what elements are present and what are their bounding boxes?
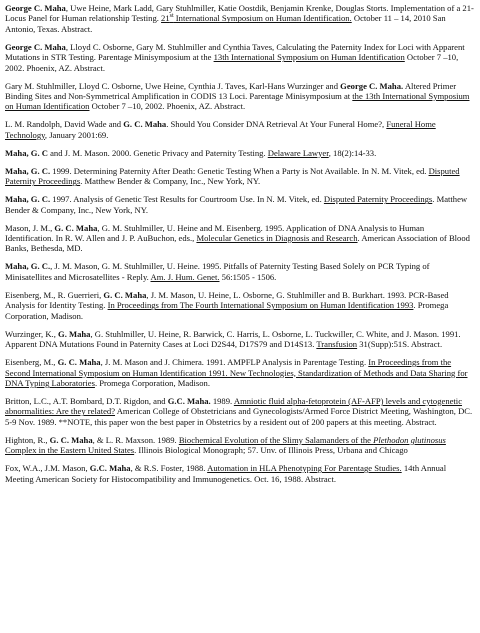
citation-text: , J. M. Mason, G. M. Stuhlmiller, U. Heine. 1995. Pitfalls of Paternity Testing Based Solely on PCR Typing of Minisatellites and Microsatellites - Reply.: [5, 261, 430, 282]
citation-text: Altered Primer Binding Sites and Non-Symmetrical Amplification in CODIS 13 Loci. Parentage Minisymposium at: [5, 80, 457, 102]
citation-text: Eisenberg, M., R. Guerrieri,: [5, 289, 104, 300]
citation-text: Britton, L.C., A.T. Bombard, D.T. Rigdon, and: [5, 395, 168, 406]
citation-text: 56:1505 - 1506.: [219, 271, 277, 282]
citation-entry: [5, 148, 474, 158]
author-name: G.C. Maha: [89, 463, 131, 474]
citation-entry: [5, 329, 474, 350]
citation-entry: [5, 119, 474, 140]
citation-text: , J. M. Mason, U. Heine, L. Osborne, G. Stuhlmiller and B. Burkhart. 1993. PCR-Based Analysis for Identity Testing.: [5, 289, 449, 311]
citation-text: , G. Stuhlmiller, U. Heine, R. Barwick, C. Harris, L. Osborne, L. Tuckwiller, C. White, and J. Mason. 1991. Apparent DNA Mutations Found in Paternity Cases at Loci D2S44, D17S79 and D14S13.: [5, 328, 461, 350]
citation-text: , J. M. Mason and J. Chimera. 1991. AMPFLP Analysis in Parentage Testing.: [100, 357, 369, 368]
citation-text: . Matthew Bender & Company, Inc., New York, NY.: [5, 194, 468, 215]
publication-title: Delaware Lawyer: [267, 147, 329, 158]
author-name: Maha, G. C.: [5, 194, 51, 205]
author-name: Maha, G. C.: [5, 261, 51, 272]
citation-text: , January 2001:69.: [44, 129, 109, 140]
citation-text: , & L. R. Maxson. 1989.: [92, 434, 179, 445]
publication-title: st: [169, 13, 174, 20]
citation-text: Eisenberg, M.,: [5, 357, 58, 368]
citation-entry: [5, 81, 474, 112]
author-name: G. C. Maha: [103, 289, 147, 300]
author-name: G. Maha: [58, 328, 91, 339]
citation-entry: [5, 3, 474, 34]
citation-text: American College of Obstetricians and Gynecologists/Armed Force District Meeting, Washington, DC. 5-9 Nov. 1989. **NOTE, this paper won the best paper in Obstetrics by a resident out of 200 papers at this meeting. Abstract.: [5, 406, 473, 427]
citation-text: October 7 –10, 2002. Phoenix, AZ. Abstract.: [89, 101, 246, 112]
citation-text: 1999. Determining Paternity After Death: Genetic Testing When a Party is Not Available. In N. M. Vitek, ed.: [50, 165, 429, 176]
author-name: Maha, G. C.: [5, 165, 51, 176]
citation-entry: [5, 194, 474, 215]
citation-text: , & R.S. Foster, 1988.: [130, 463, 208, 474]
citation-text: 14th Annual Meeting American Society for Histocompatibility and Immunogenetics. Oct. 16, 1988. Abstract.: [5, 463, 447, 484]
author-name: G. C. Maha: [57, 357, 101, 368]
citation-text: October 7 –10, 2002. Phoenix, AZ. Abstract.: [5, 52, 459, 73]
citation-entry: [5, 42, 474, 73]
citation-text: , 18(2):14-33.: [328, 147, 377, 158]
author-name: George C. Maha.: [340, 80, 404, 91]
citation-text: , Uwe Heine, Mark Ladd, Gary Stuhlmiller, Katie Oostdik, Benjamin Krenke, Douglas Storts. Implementation of a 21-Locus Panel for Human relationship Testing.: [5, 3, 474, 24]
publication-title: International Symposium on Human Identification.: [173, 13, 352, 24]
citation-text: . Illinois Biological Monograph; 57. Unv. of Illinois Press, Urbana and Chicago: [134, 445, 408, 456]
citation-text: L. M. Randolph, David Wade and: [5, 119, 124, 130]
author-name: G. C. Maha: [54, 222, 98, 233]
publication-title: Funeral Home Technology: [5, 119, 436, 140]
citation-entry: [5, 166, 474, 187]
publication-title: Disputed Paternity Proceedings: [5, 165, 460, 187]
publication-list: [5, 3, 474, 484]
citation-text: . Promega Corporation, Madison.: [5, 300, 449, 321]
citation-text: October 11 – 14, 2010 San Antonio, Texas. Abstract.: [5, 13, 446, 34]
citation-text: . Should You Consider DNA Retrieval At Your Funeral Home?,: [166, 119, 387, 130]
publication-title: In Proceedings from the Second International Symposium on Human Identification 1991. New Technologies, Standardization of Methods and Data Sharing for DNA Typing Laboratories: [5, 357, 468, 388]
citation-entry: [5, 396, 474, 427]
citation-text: 31(Supp):51S. Abstract.: [357, 339, 443, 350]
publication-title: Molecular Genetics in Diagnosis and Research: [196, 233, 358, 244]
citation-entry: [5, 290, 474, 321]
citation-text: and J. M. Mason. 2000. Genetic Privacy and Paternity Testing.: [47, 147, 268, 158]
author-name: George C. Maha: [5, 3, 66, 13]
citation-text: . Promega Corporation, Madison.: [94, 377, 210, 388]
citation-text: 1989.: [210, 395, 234, 406]
citation-text: 1997. Analysis of Genetic Test Results for Courtroom Use. In N. M. Vitek, ed.: [50, 194, 324, 205]
species-name: Plethodon glutinosus: [373, 434, 446, 445]
citation-text: Gary M. Stuhlmiller, Lloyd C. Osborne, Uwe Heine, Cynthia J. Taves, Karl-Hans Wurzinger and: [5, 80, 341, 91]
author-name: George C. Maha: [5, 41, 66, 52]
author-name: G.C. Maha.: [167, 395, 211, 406]
citation-entry: [5, 357, 474, 388]
publication-title: Am. J. Hum. Genet.: [150, 271, 220, 282]
citation-text: , Lloyd C. Osborne, Gary M. Stuhlmiller and Cynthia Taves, Calculating the Paternity Index for Loci with Apparent Mutations in STR Testing. Parentage Minisymposium at the: [5, 41, 465, 63]
publication-title: Biochemical Evolution of the Slimy Salamanders of the: [178, 434, 374, 445]
publication-title: the 13th International Symposium on Human Identification: [5, 91, 470, 112]
publication-title: Amniotic fluid alpha-fetoprotein (AF-AFP) levels and cytogenetic abnormalities: Are they related?: [5, 395, 463, 417]
citation-text: Fox, W.A., J.M. Mason,: [5, 463, 90, 474]
citation-text: . Matthew Bender & Company, Inc., New York, NY.: [80, 176, 261, 187]
citation-text: , G. M. Stuhlmiller, U. Heine and M. Eisenberg. 1995. Application of DNA Analysis to Human Identification. In R. W. Allen and J. P. AuBuchon, eds.,: [5, 222, 425, 244]
author-name: G. C. Maha: [123, 119, 167, 130]
citation-text: . American Association of Blood Banks, Bethesda, MD.: [5, 233, 470, 254]
author-name: Maha, G. C: [5, 147, 48, 158]
citation-entry: [5, 435, 474, 456]
citation-text: Wurzinger, K.,: [5, 328, 59, 339]
publication-title: Complex in the Eastern United States: [5, 445, 135, 456]
publication-title: 21: [161, 13, 170, 24]
publication-title: Transfusion: [316, 339, 358, 350]
publication-title: Automation in HLA Phenotyping For Parentage Studies.: [207, 463, 402, 474]
citation-text: Highton, R.,: [5, 434, 50, 445]
citation-entry: [5, 223, 474, 254]
author-name: G. C. Maha: [49, 434, 93, 445]
publication-title: In Proceedings from The Fourth International Symposium on Human Identification 1993: [107, 300, 414, 311]
citation-entry: [5, 261, 474, 282]
citation-text: Mason, J. M.,: [5, 222, 55, 233]
citation-entry: [5, 463, 474, 484]
publication-title: 13th International Symposium on Human Identification: [213, 52, 405, 63]
publication-title: Disputed Paternity Proceedings: [323, 194, 433, 205]
